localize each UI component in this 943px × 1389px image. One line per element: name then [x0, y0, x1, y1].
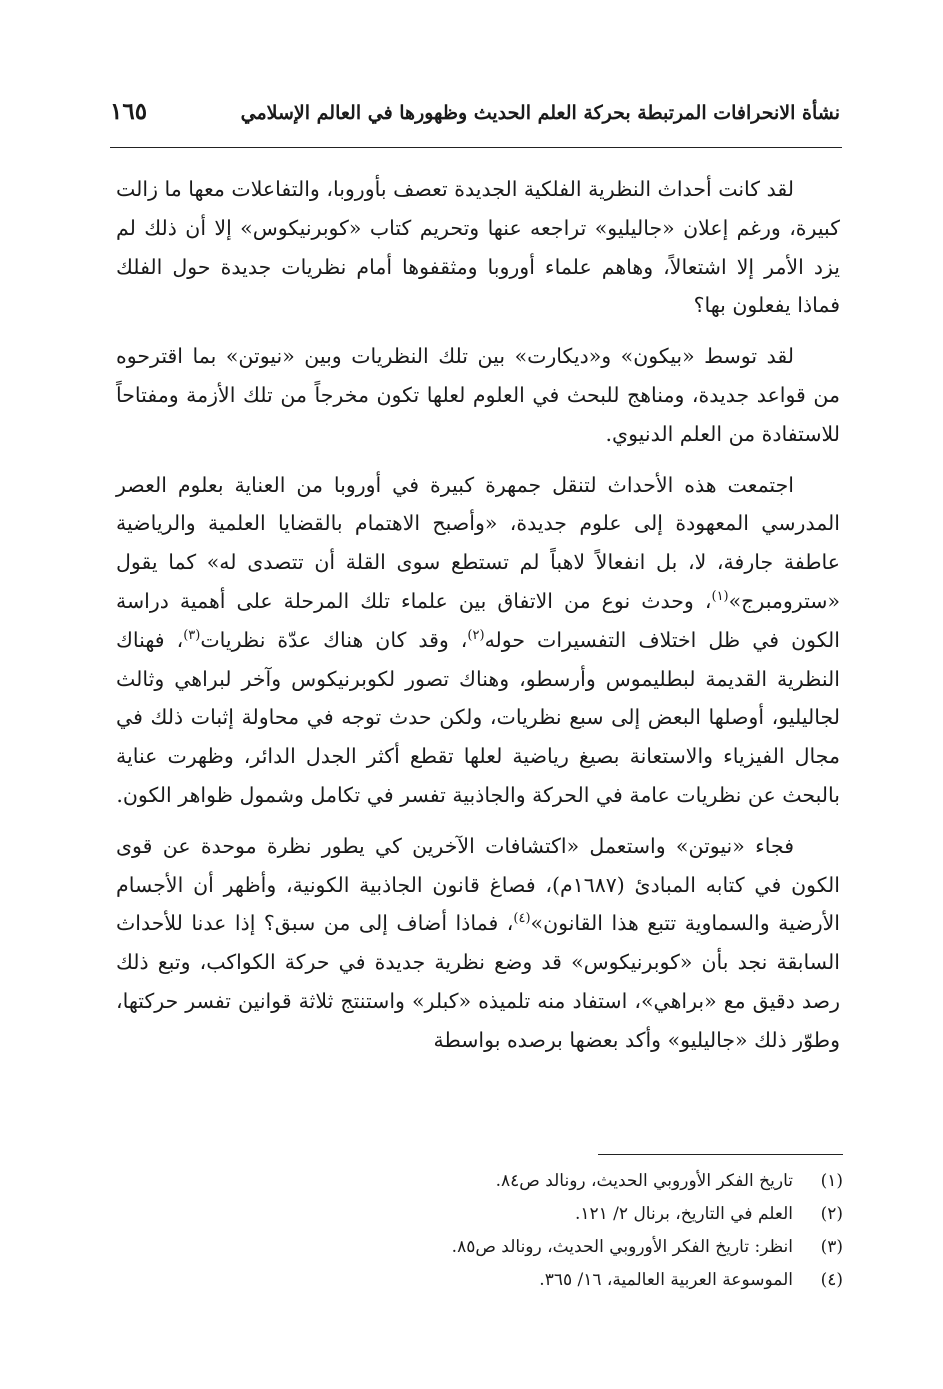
- running-header-title: نشأة الانحرافات المرتبطة بحركة العلم الحديث وظهورها في العالم الإسلامي: [240, 102, 840, 124]
- paragraph-4-part-2: ، فماذا أضاف إلى من سبق؟ إذا عدنا للأحداث السابقة نجد بأن «كوبرنيكوس» قد وضع نظرية جديدة في حركة الكواكب، وتبع ذلك رصد دقيق مع «براهي»، استفاد منه تلميذه «كبلر» واستنتج ثلاثة قوانين تفسر حركتها، وطوّر ذلك «جاليليو» وأكد بعضها برصده بواسطة: [116, 911, 840, 1052]
- paragraph-1: لقد كانت أحداث النظرية الفلكية الجديدة تعصف بأوروبا، والتفاعلات معها ما زالت كبيرة، ورغم إعلان «جاليليو» تراجعه عنها وتحريم كتاب «كوبرنيكوس» إلا أن ذلك لم يزد الأمر إلا اشتعالاً، وهاهم علماء أوروبا ومثقفوها أمام نظريات جديدة حول الفلك فماذا يفعلون بها؟: [116, 177, 840, 318]
- footnote-ref-2[interactable]: (٢): [467, 627, 485, 643]
- running-header: [110, 96, 840, 140]
- footnote-number: (١): [820, 1171, 843, 1191]
- footnote-text: العلم في التاريخ، برنال ٢/ ١٢١.: [574, 1204, 793, 1224]
- footnote-number: (٤): [820, 1270, 843, 1290]
- footnote-1: [243, 1165, 843, 1198]
- footnote-text: تاريخ الفكر الأوروبي الحديث، رونالد ص٨٤.: [495, 1171, 793, 1191]
- paragraph-3-part-1: اجتمعت هذه الأحداث لتنقل جمهرة كبيرة في أوروبا من العناية بعلوم العصر المدرسي المعهودة إلى علوم جديدة، «وأصبح الاهتمام بالقضايا العلمية والرياضية عاطفة جارفة، لا، بل انفعالاً لاهباً لم تستطع سوى القلة أن تتصدى له» كما يقول «سترومبرج»: [116, 472, 840, 613]
- paragraph-4-part-1: فجاء «نيوتن» واستعمل «اكتشافات الآخرين كي يطور نظرة موحدة عن قوى الكون في كتابه المبادئ (١٦٨٧م)، فصاغ قانون الجاذبية الكونية، وأظهر أن الأجسام الأرضية والسماوية تتبع هذا القانون»: [116, 833, 840, 936]
- paragraph-3-part-3: ، وقد كان هناك عدّة نظريات: [200, 627, 468, 652]
- footnote-ref-4[interactable]: (٤): [513, 911, 531, 927]
- footnote-text: الموسوعة العربية العالمية، ١٦/ ٣٦٥.: [539, 1270, 793, 1290]
- footnote-ref-1[interactable]: (١): [711, 589, 729, 605]
- footnote-ref-3[interactable]: (٣): [183, 627, 201, 643]
- paragraph-4: [116, 827, 840, 1060]
- footnote-number: (٢): [820, 1204, 843, 1224]
- footnote-number: (٣): [820, 1237, 843, 1257]
- footnote-text: انظر: تاريخ الفكر الأوروبي الحديث، رونالد ص٨٥.: [451, 1237, 793, 1257]
- footnote-2: [243, 1198, 843, 1231]
- footnotes: [243, 1165, 843, 1297]
- paragraph-2: لقد توسط «بيكون» و«ديكارت» بين تلك النظريات وبين «نيوتن» بما اقترحوه من قواعد جديدة، ومناهج للبحث في العلوم لعلها تكون مخرجاً من تلك الأزمة ومفتاحاً للاستفادة من العلم الدنيوي.: [116, 344, 840, 446]
- paragraph-3: [116, 466, 840, 815]
- paragraph-3-part-2: ، وحدث نوع من الاتفاق بين علماء تلك المرحلة على أهمية دراسة الكون في ظل اختلاف التفسيرات حوله: [116, 588, 840, 652]
- main-text: [116, 170, 840, 1070]
- footnote-divider: [598, 1154, 843, 1155]
- footnote-3: [243, 1231, 843, 1264]
- paragraph-3-part-4: ، فهناك النظرية القديمة لبطليموس وأرسطو، وهناك تصور لكوبرنيكوس وآخر لبراهي وثالث لجاليليو، أوصلها البعض إلى سبع نظريات، ولكن حدث توجه في محاولة إثبات ذلك في مجال الفيزياء والاستعانة بصيغ رياضية لعلها تقطع أكثر الجدل الدائر، وظهرت عناية بالبحث عن نظريات عامة في الحركة والجاذبية تفسر في تكامل وشمول ظواهر الكون.: [116, 627, 840, 807]
- page-number: ١٦٥: [110, 98, 148, 125]
- footnote-4: [243, 1264, 843, 1297]
- header-divider: [110, 147, 842, 148]
